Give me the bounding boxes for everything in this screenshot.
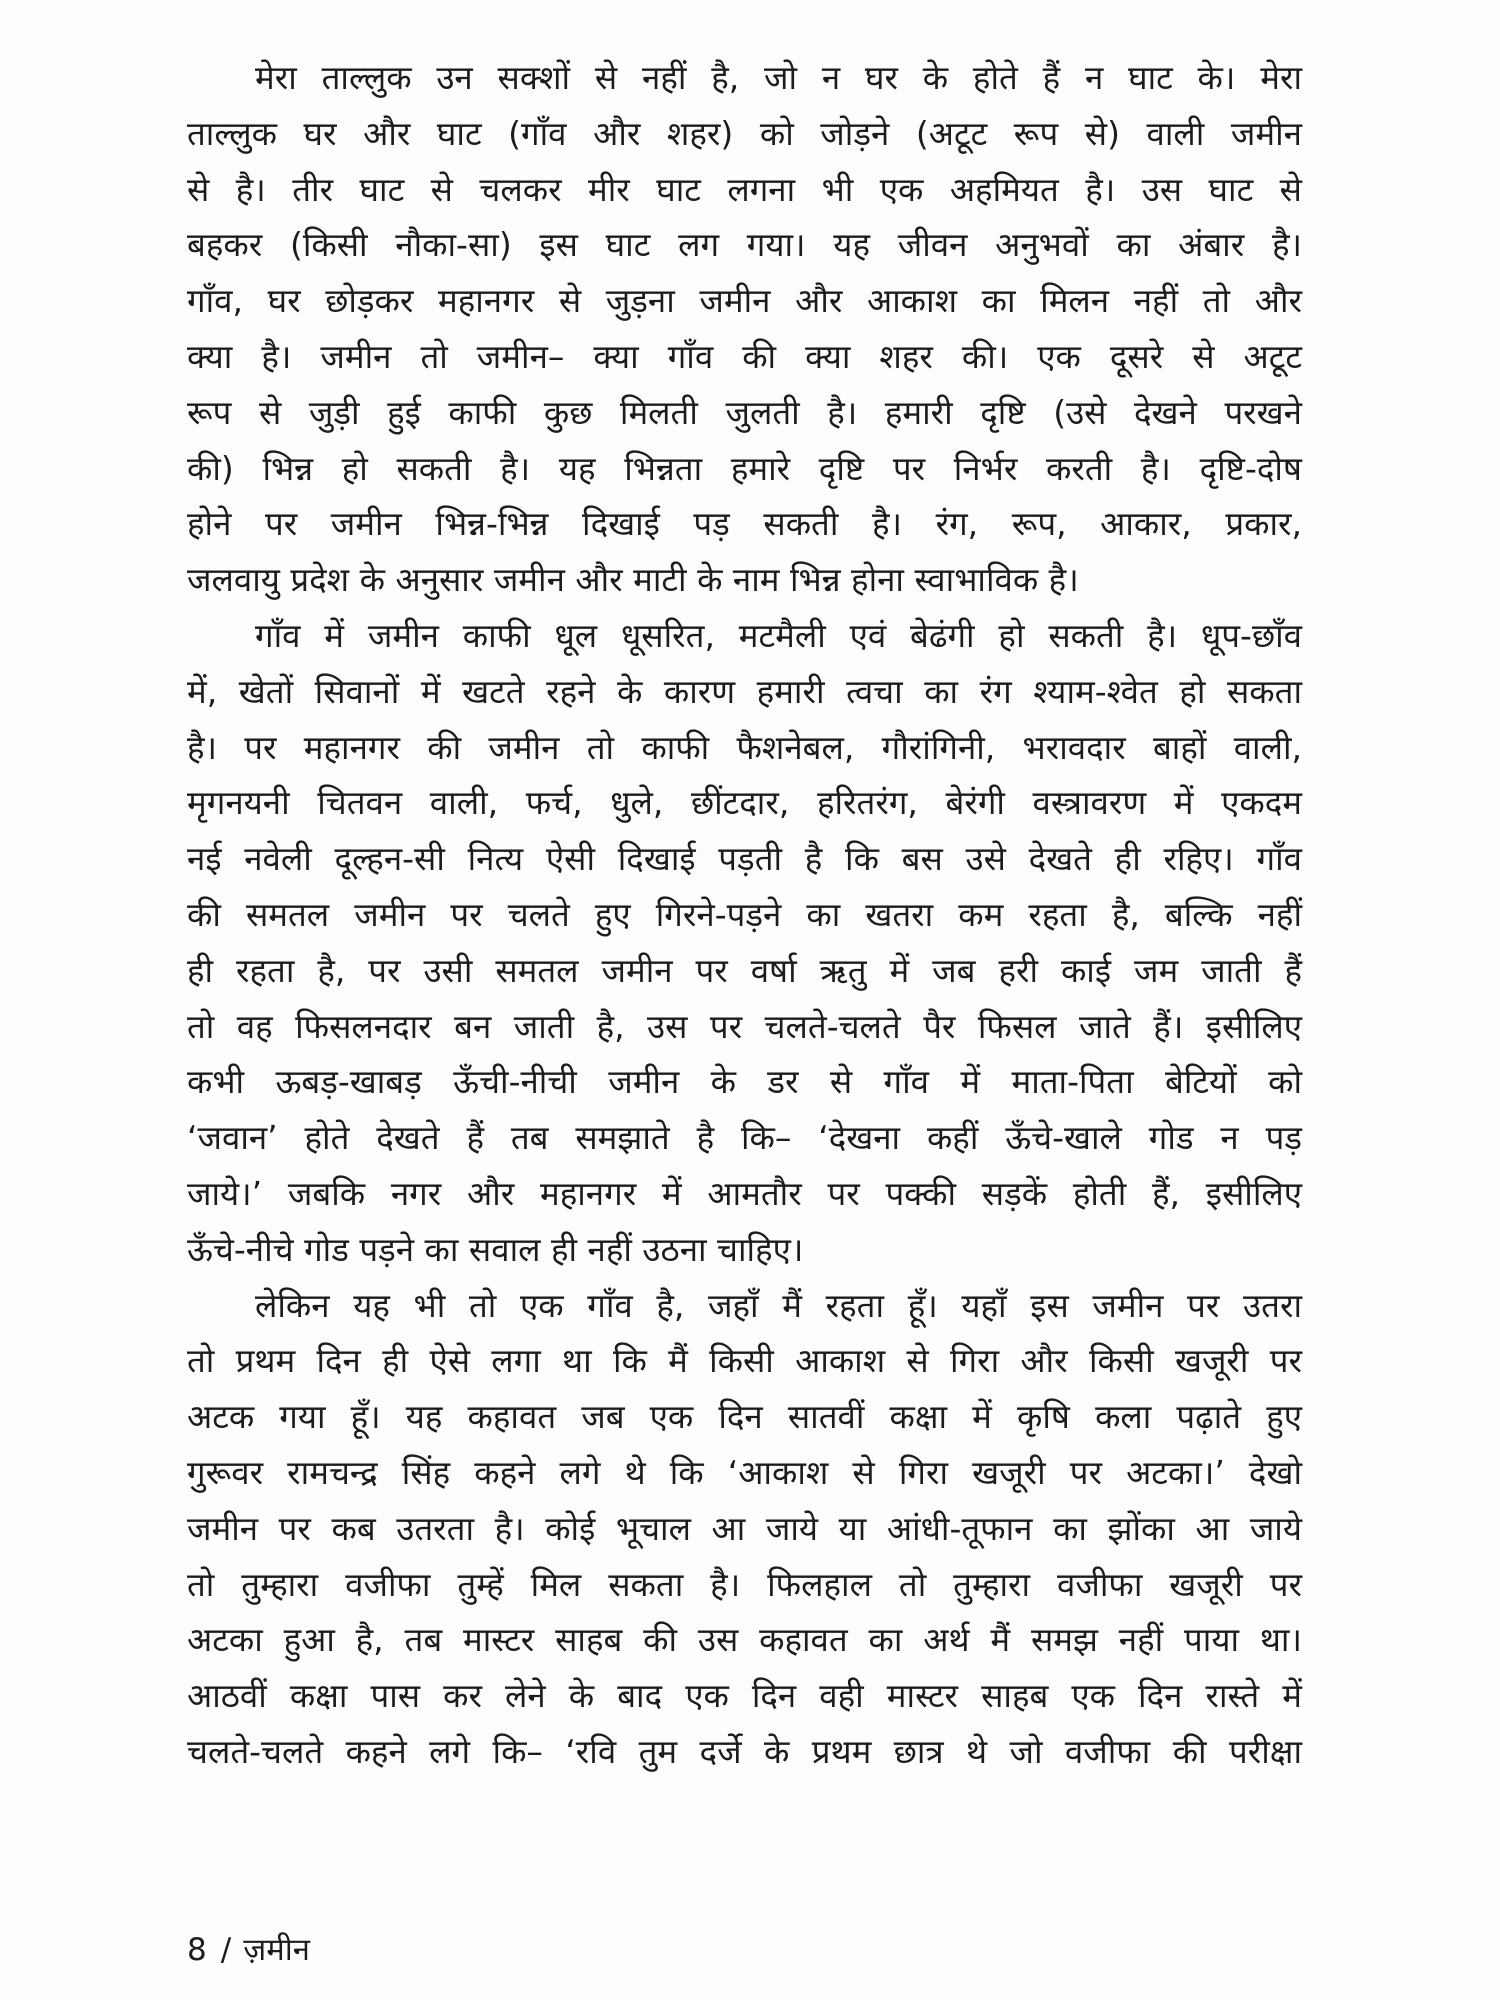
book-title: ज़मीन	[243, 1932, 310, 1968]
text-line: जाये।’ जबकि नगर और महानगर में आमतौर पर पक्की सड़कें होती हैं, इसीलिए	[187, 1173, 1302, 1213]
body-text	[187, 50, 1302, 1780]
text-line: तो प्रथम दिन ही ऐसे लगा था कि मैं किसी आकाश से गिरा और किसी खजूरी पर	[187, 1341, 1302, 1381]
text-line: की) भिन्न हो सकती है। यह भिन्नता हमारे दृष्टि पर निर्भर करती है। दृष्टि-दोष	[187, 448, 1302, 488]
text-line: जलवायु प्रदेश के अनुसार जमीन और माटी के नाम भिन्न होना स्वाभाविक है।	[187, 560, 1079, 600]
text-line: से है। तीर घाट से चलकर मीर घाट लगना भी एक अहमियत है। उस घाट से	[187, 169, 1302, 209]
text-line: जमीन पर कब उतरता है। कोई भूचाल आ जाये या आंधी-तूफान का झोंका आ जाये	[187, 1508, 1302, 1548]
paragraph-3	[187, 1278, 1302, 1780]
text-line: कभी ऊबड़-खाबड़ ऊँची-नीची जमीन के डर से गाँव में माता-पिता बेटियों को	[187, 1062, 1302, 1102]
footer-separator: /	[220, 1932, 232, 1968]
text-line: होने पर जमीन भिन्न-भिन्न दिखाई पड़ सकती है। रंग, रूप, आकार, प्रकार,	[187, 504, 1302, 544]
text-line: नई नवेली दूल्हन-सी नित्य ऐसी दिखाई पड़ती है कि बस उसे देखते ही रहिए। गाँव	[187, 839, 1302, 879]
text-line: गाँव में जमीन काफी धूल धूसरित, मटमैली एवं बेढंगी हो सकती है। धूप-छाँव	[255, 615, 1302, 655]
text-line: की समतल जमीन पर चलते हुए गिरने-पड़ने का खतरा कम रहता है, बल्कि नहीं	[187, 894, 1302, 934]
page-footer	[187, 1930, 310, 1970]
text-line: है। पर महानगर की जमीन तो काफी फैशनेबल, गौरांगिनी, भरावदार बाहों वाली,	[187, 727, 1302, 767]
text-line: रूप से जुड़ी हुई काफी कुछ मिलती जुलती है। हमारी दृष्टि (उसे देखने परखने	[187, 392, 1302, 432]
page-number: 8	[187, 1932, 207, 1968]
text-line: ही रहता है, पर उसी समतल जमीन पर वर्षा ऋतु में जब हरी काई जम जाती हैं	[187, 950, 1302, 990]
text-line: क्या है। जमीन तो जमीन– क्या गाँव की क्या शहर की। एक दूसरे से अटूट	[187, 336, 1302, 376]
text-line: मेरा ताल्लुक उन सक्शों से नहीं है, जो न घर के होते हैं न घाट के। मेरा	[255, 58, 1302, 97]
text-line: तो तुम्हारा वजीफा तुम्हें मिल सकता है। फिलहाल तो तुम्हारा वजीफा खजूरी पर	[187, 1564, 1302, 1604]
text-line: आठवीं कक्षा पास कर लेने के बाद एक दिन वही मास्टर साहब एक दिन रास्ते में	[187, 1676, 1302, 1716]
text-line: में, खेतों सिवानों में खटते रहने के कारण हमारी त्वचा का रंग श्याम-श्वेत हो सकता	[187, 671, 1302, 711]
text-line: अटक गया हूँ। यह कहावत जब एक दिन सातवीं कक्षा में कृषि कला पढ़ाते हुए	[187, 1397, 1302, 1437]
text-line: लेकिन यह भी तो एक गाँव है, जहाँ मैं रहता हूँ। यहाँ इस जमीन पर उतरा	[255, 1285, 1302, 1325]
text-line: गुरूवर रामचन्द्र सिंह कहने लगे थे कि ‘आकाश से गिरा खजूरी पर अटका।’ देखो	[187, 1452, 1302, 1492]
text-line: बहकर (किसी नौका-सा) इस घाट लग गया। यह जीवन अनुभवों का अंबार है।	[187, 225, 1302, 265]
text-line: ‘जवान’ होते देखते हैं तब समझाते है कि– ‘देखना कहीं ऊँचे-खाले गोड न पड़	[187, 1118, 1302, 1158]
paragraph-1	[187, 50, 1302, 608]
text-line: ताल्लुक घर और घाट (गाँव और शहर) को जोड़ने (अटूट रूप से) वाली जमीन	[187, 113, 1302, 153]
text-line: तो वह फिसलनदार बन जाती है, उस पर चलते-चलते पैर फिसल जाते हैं। इसीलिए	[187, 1006, 1302, 1046]
text-line: अटका हुआ है, तब मास्टर साहब की उस कहावत का अर्थ मैं समझ नहीं पाया था।	[187, 1620, 1302, 1660]
text-line: ऊँचे-नीचे गोड पड़ने का सवाल ही नहीं उठना चाहिए।	[187, 1229, 804, 1269]
paragraph-2	[187, 608, 1302, 1278]
text-line: चलते-चलते कहने लगे कि– ‘रवि तुम दर्जे के प्रथम छात्र थे जो वजीफा की परीक्षा	[187, 1731, 1302, 1771]
text-line: मृगनयनी चितवन वाली, फर्च, धुले, छींटदार, हरितरंग, बेरंगी वस्त्रावरण में एकदम	[187, 783, 1302, 823]
text-line: गाँव, घर छोड़कर महानगर से जुड़ना जमीन और आकाश का मिलन नहीं तो और	[187, 281, 1302, 321]
